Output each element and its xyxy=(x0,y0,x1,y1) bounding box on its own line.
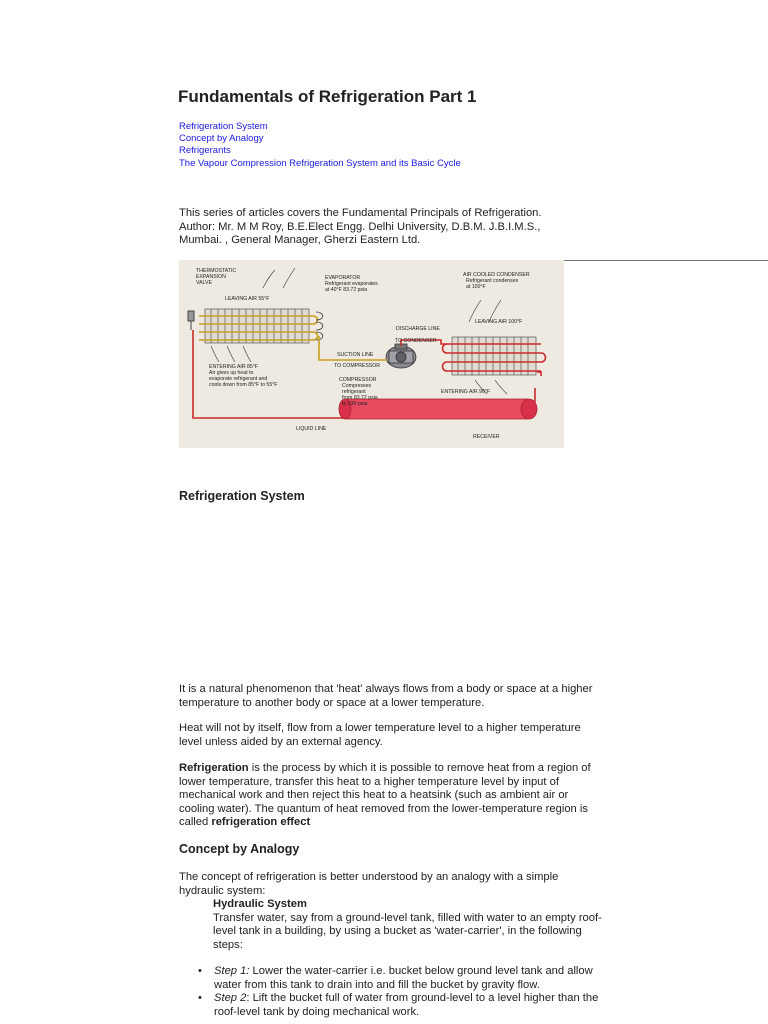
label-entering-air-85: ENTERING AIR 85°F xyxy=(209,364,259,370)
intro-paragraph xyxy=(179,207,599,248)
label-discharge-1: DISCHARGE LINE xyxy=(396,326,440,332)
refrigeration-cycle-diagram xyxy=(179,260,564,448)
list-item-step-2 xyxy=(198,992,608,1019)
label-condenser-2: Refrigerant condenses xyxy=(466,278,519,284)
toc-link-refrigeration-system[interactable]: Refrigeration System xyxy=(179,121,268,132)
term-refrigeration: Refrigeration xyxy=(179,762,249,774)
label-compressor-5: to 230 psia xyxy=(342,401,368,407)
bullet: • xyxy=(198,965,202,977)
section-heading-refrigeration-system: Refrigeration System xyxy=(179,489,305,503)
steps-list xyxy=(198,965,608,1019)
bullet: • xyxy=(198,992,202,1005)
label-tev-1: THERMOSTATIC xyxy=(196,268,237,274)
label-discharge-2: TO CONDENSER xyxy=(395,338,437,344)
label-leaving-air-55: LEAVING AIR 55°F xyxy=(225,296,270,302)
intro-line-1: This series of articles covers the Fundamental Principals of Refrigeration. xyxy=(179,207,542,219)
label-receiver: RECEIVER xyxy=(473,434,500,440)
label-tev-3: VALVE xyxy=(196,280,212,286)
label-compressor-2: Compresses xyxy=(342,383,372,389)
label-air-1: Air gives up heat to xyxy=(209,370,254,376)
step-1-label: Step 1: xyxy=(214,965,250,977)
label-evaporator-1: EVAPORATOR xyxy=(325,275,361,281)
intro-line-3: Mumbai. , General Manager, Gherzi Eastern Ltd. xyxy=(179,234,421,247)
intro-line-2: Author: Mr. M M Roy, B.E.Elect Engg. Delhi University, D.B.M. J.B.I.M.S., xyxy=(179,220,541,233)
refrigeration-definition-text: is the process by which it is possible to remove heat from a region of lower temperature, transfer this heat to a higher temperature level by input of mechanical work and then reject this heat to a heatsink (such as ambient air or cooling water). The quantum of heat removed from the lower-temperature region is called xyxy=(179,762,591,829)
label-compressor-4: from 83.72 psia xyxy=(342,395,378,401)
label-evaporator-2: Refrigerant evaporates xyxy=(325,281,378,287)
label-condenser-3: at 100°F xyxy=(466,284,486,290)
paragraph-external-agency: Heat will not by itself, flow from a lower temperature level to a higher temperature level unless aided by an external agency. xyxy=(179,722,581,748)
step-1-text: Lower the water-carrier i.e. bucket below ground level tank and allow water from this tank to drain into and fill the bucket by gravity flow. xyxy=(214,965,593,991)
step-2-text: : Lift the bucket full of water from ground-level to a level higher than the roof-level tank by doing mechanical work. xyxy=(214,992,599,1018)
label-liquid-line: LIQUID LINE xyxy=(296,426,327,432)
table-of-contents xyxy=(179,121,461,170)
paragraph-analogy-intro: The concept of refrigeration is better understood by an analogy with a simple hydraulic system: xyxy=(179,871,559,897)
horizontal-rule xyxy=(563,260,768,261)
toc-link-concept-by-analogy[interactable]: Concept by Analogy xyxy=(179,133,264,145)
label-suction-1: SUCTION LINE xyxy=(337,352,374,358)
term-refrigeration-effect: refrigeration effect xyxy=(211,816,311,829)
toc-link-refrigerants[interactable]: Refrigerants xyxy=(179,145,231,157)
evaporator-coil xyxy=(205,309,309,343)
paragraph-refrigeration-definition xyxy=(179,762,599,830)
paragraph-hydraulic-steps-intro: Transfer water, say from a ground-level tank, filled with water to an empty roof-level tank in a building, by using a bucket as 'water-carrier', in the following steps: xyxy=(213,911,602,951)
label-air-2: evaporate refrigerant and xyxy=(209,376,268,382)
list-item-step-1 xyxy=(198,965,608,992)
step-2-label: Step 2 xyxy=(214,992,247,1005)
toc-link-vapour-compression[interactable]: The Vapour Compression Refrigeration System and its Basic Cycle xyxy=(179,157,461,169)
paragraph-heat-flow: It is a natural phenomenon that 'heat' always flows from a body or space at a higher temperature to another body or space at a lower temperature. xyxy=(179,683,593,709)
label-entering-air-90: ENTERING AIR 90°F xyxy=(441,389,491,395)
label-evaporator-3: at 40°F 83.72 psia xyxy=(325,287,368,293)
hydraulic-system-block xyxy=(213,898,603,952)
label-tev-2: EXPANSION xyxy=(196,274,226,280)
label-suction-2: TO COMPRESSOR xyxy=(334,363,381,369)
label-compressor-1: COMPRESSOR xyxy=(339,377,377,383)
label-condenser-1: AIR COOLED CONDENSER xyxy=(463,272,530,278)
subheading-hydraulic-system: Hydraulic System xyxy=(213,898,307,910)
condenser-coil xyxy=(452,337,536,375)
label-compressor-3: refrigerant xyxy=(342,389,366,395)
page-title: Fundamentals of Refrigeration Part 1 xyxy=(178,87,477,106)
section-heading-concept-by-analogy: Concept by Analogy xyxy=(179,842,300,856)
label-leaving-air-100: LEAVING AIR 100°F xyxy=(475,319,523,325)
label-air-3: cools down from 85°F to 55°F xyxy=(209,382,278,388)
